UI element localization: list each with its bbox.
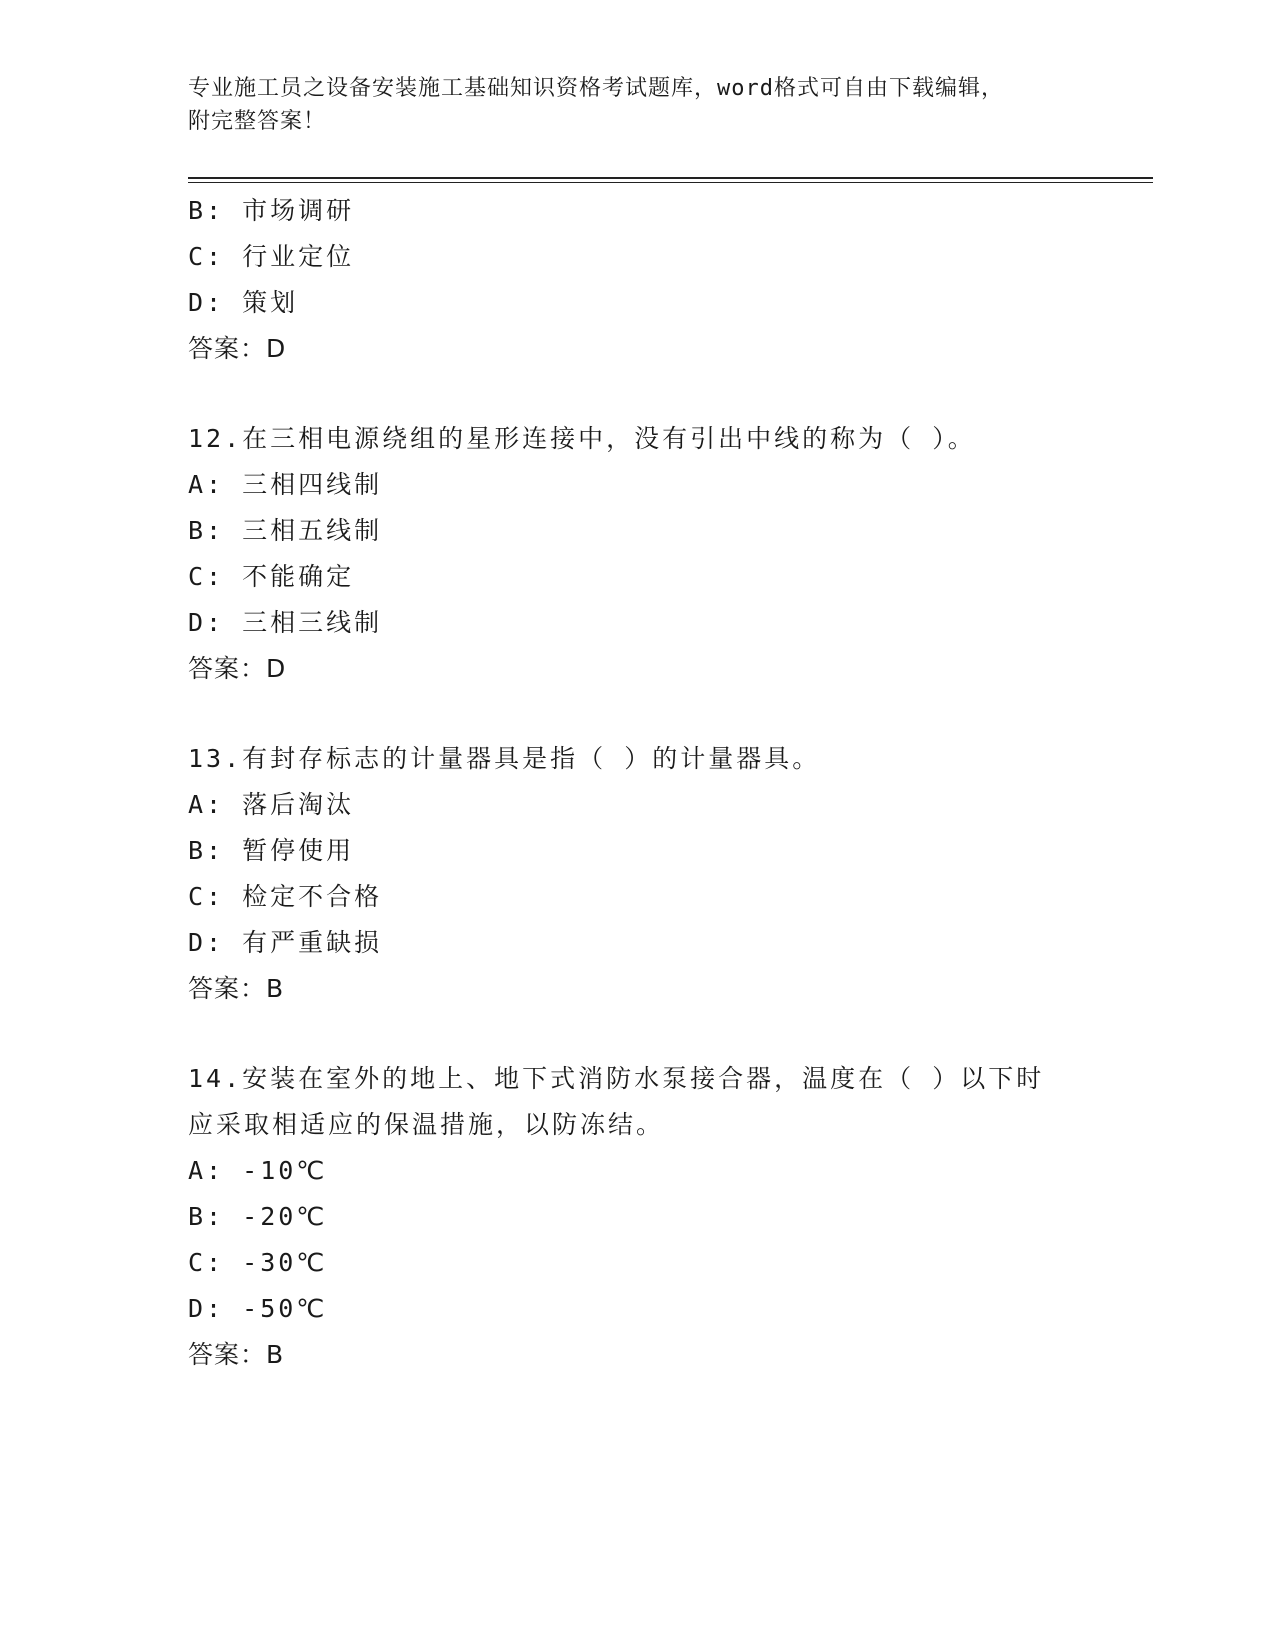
option-d: D: -50℃ bbox=[188, 1294, 328, 1323]
option-b: B: 暂停使用 bbox=[188, 836, 355, 865]
question-stem: 13.有封存标志的计量器具是指（ ）的计量器具。 bbox=[188, 744, 821, 773]
option-c: C: 行业定位 bbox=[188, 242, 355, 271]
question-12 bbox=[188, 416, 1148, 692]
answer: 答案：B bbox=[188, 1340, 285, 1369]
answer: 答案：D bbox=[188, 654, 287, 683]
option-a: A: 落后淘汰 bbox=[188, 790, 355, 819]
option-a: A: 三相四线制 bbox=[188, 470, 383, 499]
answer: 答案：D bbox=[188, 334, 287, 363]
question-stem: 12.在三相电源绕组的星形连接中，没有引出中线的称为（ ）。 bbox=[188, 424, 976, 453]
option-b: B: -20℃ bbox=[188, 1202, 328, 1231]
document-header bbox=[188, 72, 1088, 138]
option-c: C: -30℃ bbox=[188, 1248, 328, 1277]
option-a: A: -10℃ bbox=[188, 1156, 328, 1185]
answer: 答案：B bbox=[188, 974, 285, 1003]
header-divider-thin bbox=[188, 182, 1153, 183]
option-b: B: 三相五线制 bbox=[188, 516, 383, 545]
question-stem-line-1: 14.安装在室外的地上、地下式消防水泵接合器，温度在（ ）以下时 bbox=[188, 1064, 1045, 1093]
option-c: C: 不能确定 bbox=[188, 562, 355, 591]
question-14 bbox=[188, 1056, 1148, 1378]
question-13 bbox=[188, 736, 1148, 1012]
header-line-1: 专业施工员之设备安装施工基础知识资格考试题库，word格式可自由下载编辑， bbox=[188, 76, 1004, 101]
option-b: B: 市场调研 bbox=[188, 196, 355, 225]
option-d: D: 三相三线制 bbox=[188, 608, 383, 637]
question-list bbox=[188, 188, 1148, 1378]
option-c: C: 检定不合格 bbox=[188, 882, 383, 911]
option-d: D: 策划 bbox=[188, 288, 299, 317]
header-line-2: 附完整答案！ bbox=[188, 109, 327, 134]
question-11-continued bbox=[188, 188, 1148, 372]
header-divider bbox=[188, 177, 1153, 179]
option-d: D: 有严重缺损 bbox=[188, 928, 383, 957]
question-stem-line-2: 应采取相适应的保温措施，以防冻结。 bbox=[188, 1110, 665, 1139]
